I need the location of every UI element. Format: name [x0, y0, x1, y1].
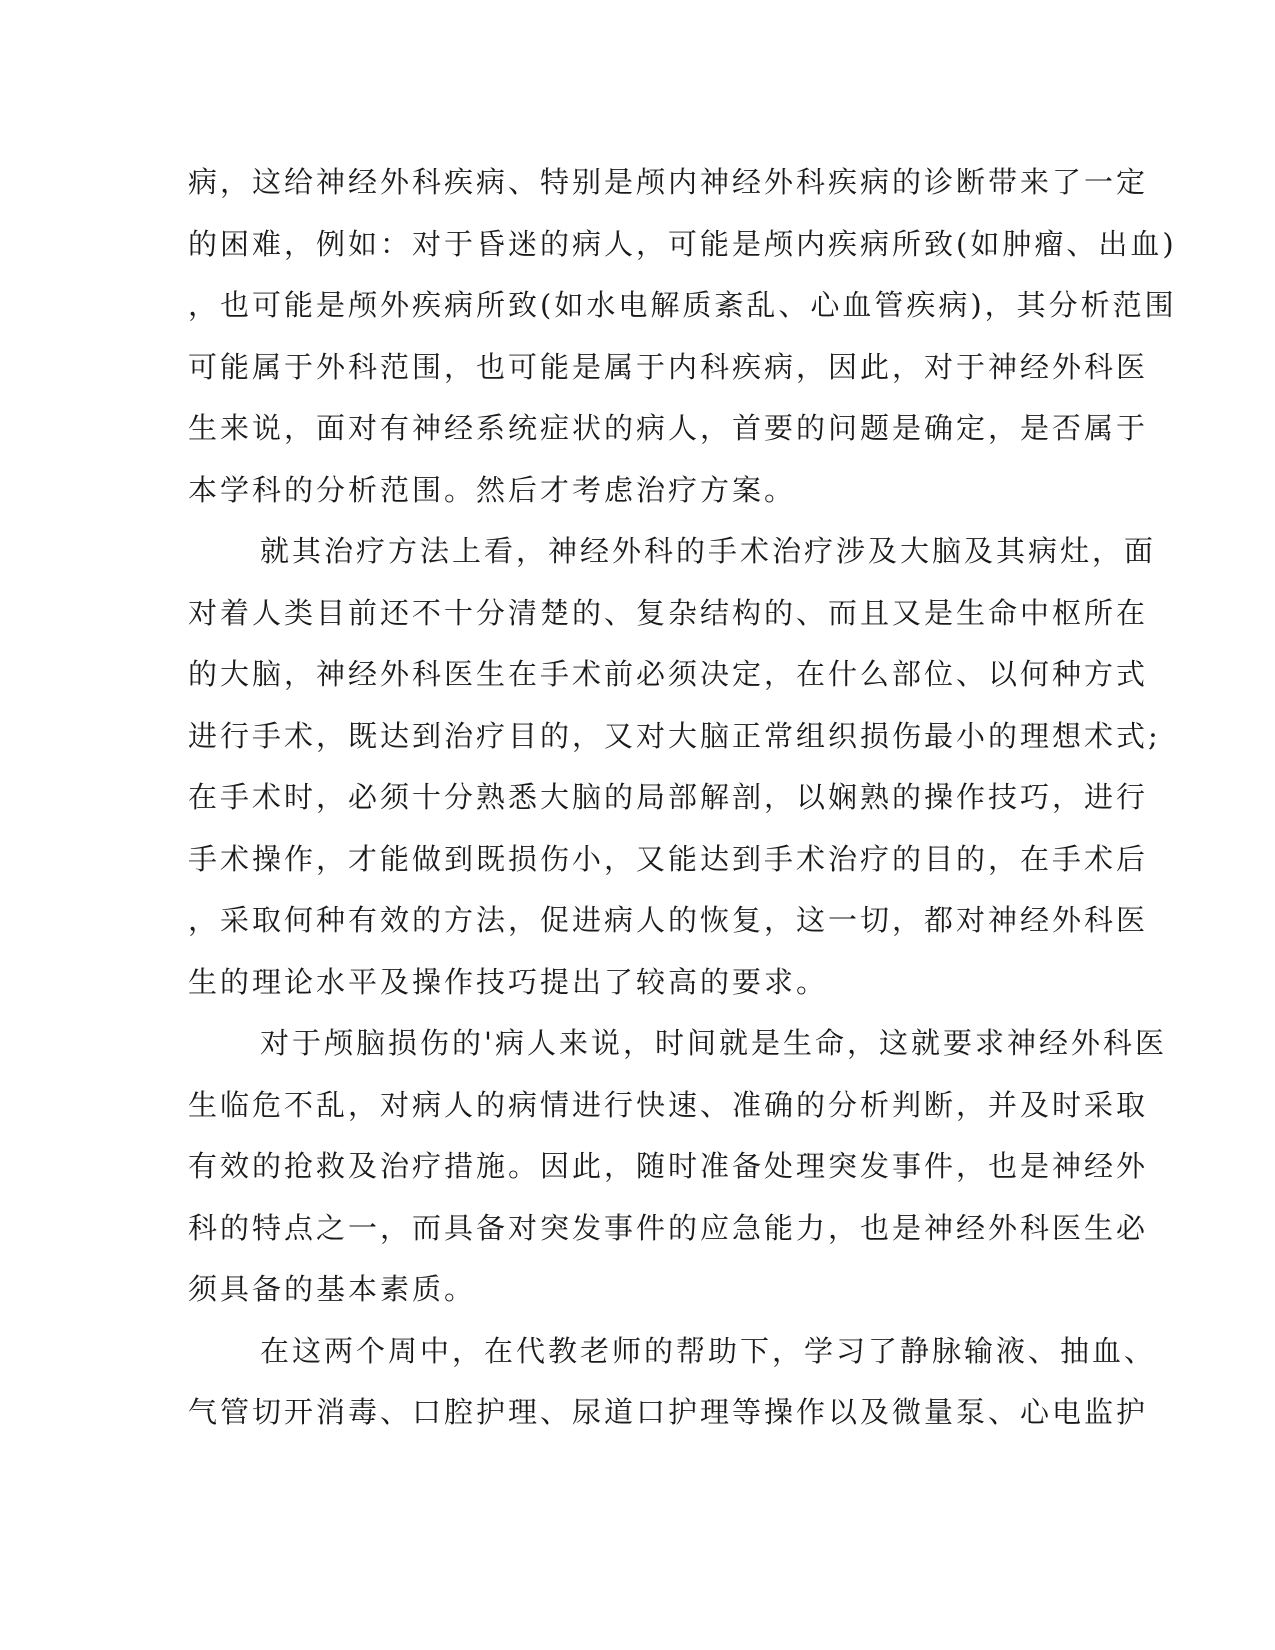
text-line: 病，这给神经外科疾病、特别是颅内神经外科疾病的诊断带来了一定 — [188, 165, 1149, 199]
text-line: 气管切开消毒、口腔护理、尿道口护理等操作以及微量泵、心电监护 — [188, 1395, 1149, 1429]
text-line: ，也可能是颅外疾病所致(如水电解质紊乱、心血管疾病)，其分析范围 — [188, 288, 1177, 322]
text-line: 有效的抢救及治疗措施。因此，随时准备处理突发事件，也是神经外 — [188, 1149, 1149, 1183]
text-line: 可能属于外科范围，也可能是属于内科疾病，因此，对于神经外科医 — [188, 349, 1149, 384]
text-line: 对着人类目前还不十分清楚的、复杂结构的、而且又是生命中枢所在 — [188, 595, 1149, 630]
text-line: 科的特点之一，而具备对突发事件的应急能力，也是神经外科医生必 — [188, 1210, 1149, 1245]
text-line: 生临危不乱，对病人的病情进行快速、准确的分析判断，并及时采取 — [188, 1087, 1149, 1122]
text-line: 的大脑，神经外科医生在手术前必须决定，在什么部位、以何种方式 — [188, 657, 1149, 691]
text-line: 生来说，面对有神经系统症状的病人，首要的问题是确定，是否属于 — [188, 411, 1149, 445]
text-line: 须具备的基本素质。 — [188, 1272, 477, 1306]
paragraph-first-line: 就其治疗方法上看，神经外科的手术治疗涉及大脑及其病灶，面 — [260, 534, 1157, 568]
text-line: 本学科的分析范围。然后才考虑治疗方案。 — [188, 472, 797, 507]
text-line: ，采取何种有效的方法，促进病人的恢复，这一切，都对神经外科医 — [188, 903, 1149, 937]
text-line: 进行手术，既达到治疗目的，又对大脑正常组织损伤最小的理想术式; — [188, 718, 1161, 753]
text-line: 生的理论水平及操作技巧提出了较高的要求。 — [188, 964, 829, 999]
text-line: 在手术时，必须十分熟悉大脑的局部解剖，以娴熟的操作技巧，进行 — [188, 780, 1149, 814]
paragraph-first-line: 对于颅脑损伤的'病人来说，时间就是生命，这就要求神经外科医 — [260, 1026, 1167, 1060]
paragraph-first-line: 在这两个周中，在代教老师的帮助下，学习了静脉输液、抽血、 — [260, 1333, 1157, 1368]
body-text — [188, 163, 1177, 1455]
text-line: 的困难，例如：对于昏迷的病人，可能是颅内疾病所致(如肿瘤、出血) — [188, 226, 1177, 261]
text-line: 手术操作，才能做到既损伤小，又能达到手术治疗的目的，在手术后 — [188, 841, 1149, 876]
